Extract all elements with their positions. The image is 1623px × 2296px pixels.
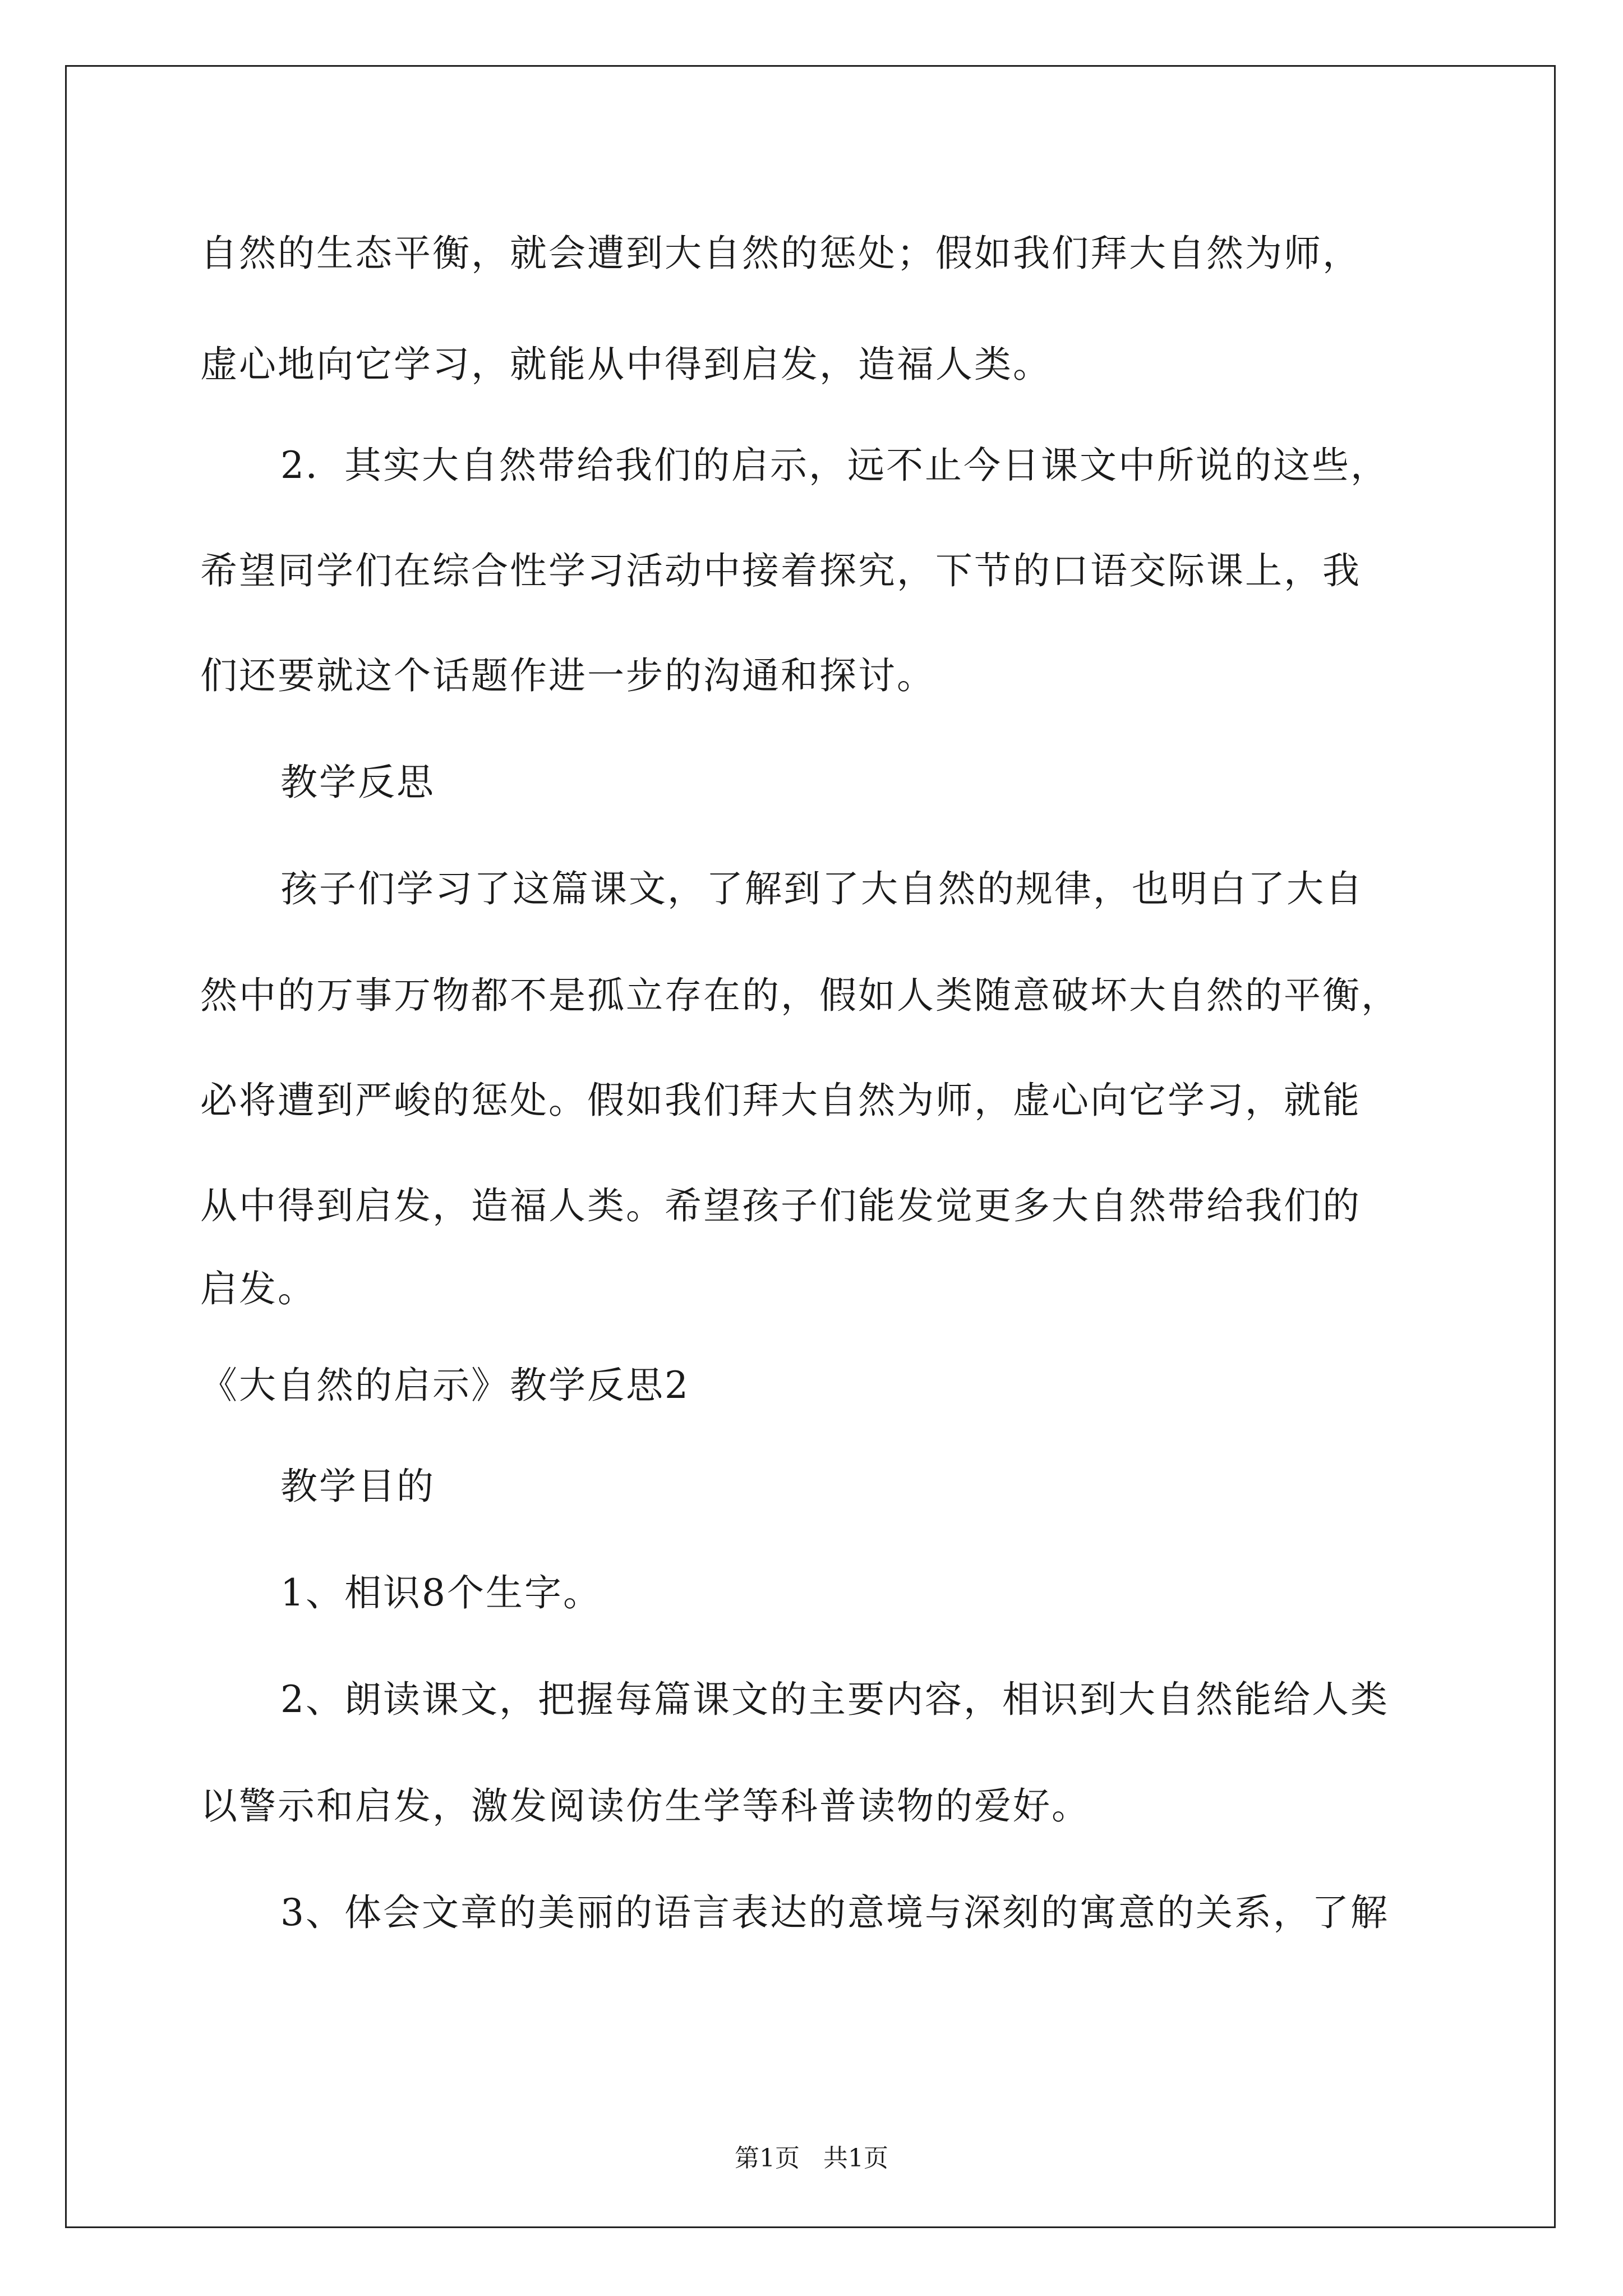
body-text-line: 启发。 [200,1267,316,1310]
body-text-line: 然中的万事万物都不是孤立存在的，假如人类随意破坏大自然的平衡， [200,974,1400,1017]
body-text-line: 以警示和启发，激发阅读仿生学等科普读物的爱好。 [200,1784,1090,1828]
page-number-footer: 第1页 共1页 [735,2144,888,2173]
body-text-line: 孩子们学习了这篇课文，了解到了大自然的规律，也明白了大自 [280,867,1364,910]
body-text-line: 自然的生态平衡，就会遭到大自然的惩处；假如我们拜大自然为师， [200,232,1361,275]
body-text-line: 们还要就这个话题作进一步的沟通和探讨。 [200,654,935,697]
body-text-line: 从中得到启发，造福人类。希望孩子们能发觉更多大自然带给我们的 [200,1184,1361,1227]
list-item: 1、相识8个生字。 [280,1571,602,1614]
body-text-line: 必将遭到严峻的惩处。假如我们拜大自然为师，虚心向它学习，就能 [200,1079,1361,1122]
article-title: 《大自然的启示》教学反思2 [200,1364,690,1407]
section-heading: 教学目的 [280,1465,435,1508]
list-item: 2、朗读课文，把握每篇课文的主要内容，相识到大自然能给人类 [280,1678,1389,1721]
list-item: 3、体会文章的美丽的语言表达的意境与深刻的寓意的关系，了解 [280,1891,1389,1934]
body-text-line: 虚心地向它学习，就能从中得到启发，造福人类。 [200,343,1052,386]
section-heading: 教学反思 [280,761,435,804]
body-text-line: 2．其实大自然带给我们的启示，远不止今日课文中所说的这些， [280,444,1389,487]
body-text-line: 希望同学们在综合性学习活动中接着探究，下节的口语交际课上，我 [200,549,1361,592]
